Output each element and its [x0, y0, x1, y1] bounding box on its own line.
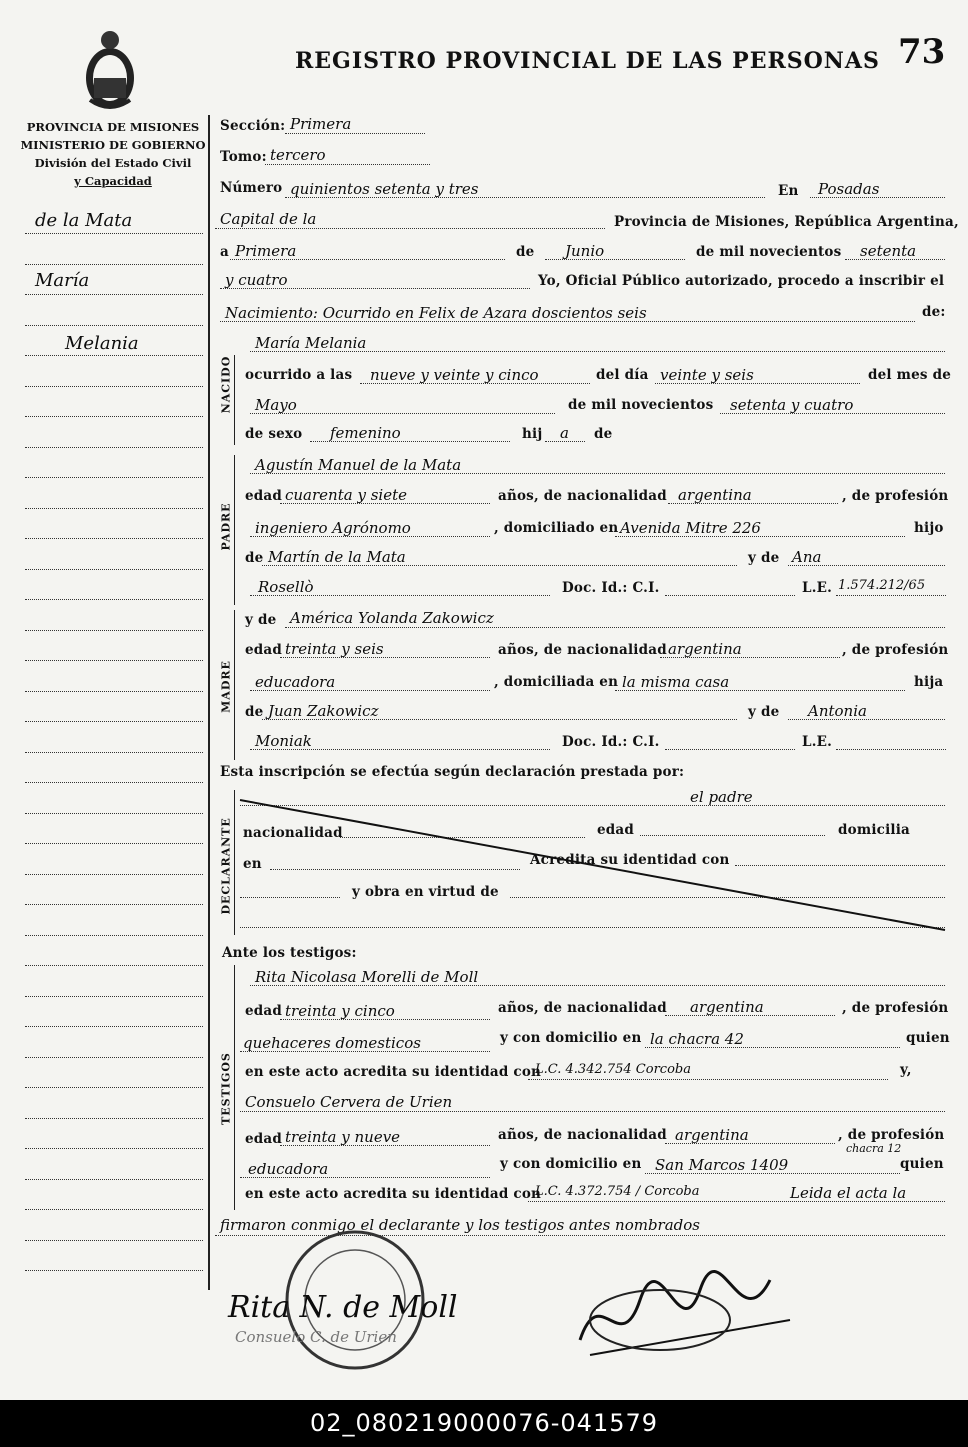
left-column-line	[25, 507, 203, 509]
declarante-obra-label: y obra en virtud de	[352, 884, 499, 900]
testigos-intro: Ante los testigos:	[222, 945, 357, 961]
testigo1-name: Rita Nicolasa Morelli de Moll	[255, 968, 479, 986]
testigo1-dom-label: y con domicilio en	[500, 1030, 642, 1046]
left-column-line	[25, 629, 203, 631]
seccion-label: Sección:	[220, 118, 286, 134]
left-column-line	[25, 385, 203, 387]
dia-line	[230, 258, 505, 260]
page-number: 73	[898, 32, 946, 72]
division-subname: y Capacidad	[74, 174, 152, 188]
padre-name: Agustín Manuel de la Mata	[255, 456, 462, 474]
sexo-line	[310, 440, 510, 442]
madre-nac-label: años, de nacionalidad	[498, 642, 667, 658]
numero-value: quinientos setenta y tres	[290, 180, 479, 198]
left-column-line	[25, 1269, 203, 1271]
left-column-line	[25, 232, 203, 234]
hora-line	[360, 382, 590, 384]
testigo1-doc-line	[528, 1078, 888, 1080]
sexo-value: femenino	[330, 424, 401, 442]
padre-edad-line	[280, 502, 490, 504]
testigo2-dom-line	[645, 1172, 900, 1174]
left-column-line	[25, 263, 203, 265]
padre-dom-value: Avenida Mitre 226	[620, 519, 761, 537]
dia-value: Primera	[235, 242, 297, 260]
first-name-entry: María	[35, 270, 90, 291]
madre-le-line	[836, 748, 946, 750]
left-column-line	[25, 415, 203, 417]
testigos-section-label: TESTIGOS	[219, 1052, 233, 1125]
left-column-line	[25, 1239, 203, 1241]
padre-edad-value: cuarenta y siete	[285, 486, 407, 504]
mes-line	[545, 258, 685, 260]
madre-edad-label: edad	[245, 642, 283, 658]
padre-rule	[234, 455, 235, 605]
left-column-line	[25, 446, 203, 448]
left-column-line	[25, 1117, 203, 1119]
left-column-line	[25, 1025, 203, 1027]
anio-line-1	[845, 258, 945, 260]
testigo2-quien-label: quien	[900, 1156, 944, 1172]
document-id-bar: 02_080219000076-041579	[0, 1400, 968, 1447]
testigo2-nac-label: años, de nacionalidad	[498, 1127, 667, 1143]
left-column-line	[25, 781, 203, 783]
tomo-label: Tomo:	[220, 149, 267, 165]
hij-value: a	[560, 424, 569, 442]
madre-dom-label: , domiciliada en	[494, 674, 619, 690]
left-column-line	[25, 354, 203, 356]
left-column-line	[25, 842, 203, 844]
surname-entry: de la Mata	[35, 210, 133, 231]
madre-dom-value: la misma casa	[622, 673, 730, 691]
padre-nac-label: años, de nacionalidad	[498, 488, 667, 504]
madre-mother-line-2	[250, 748, 550, 750]
left-column-line	[25, 537, 203, 539]
anio-line-2	[220, 287, 530, 289]
mes-value: Junio	[565, 242, 605, 260]
padre-doc-label: Doc. Id.: C.I.	[562, 580, 660, 596]
testigo1-dom-line	[645, 1046, 900, 1048]
declarante-edad-label: edad	[597, 822, 635, 838]
testigo2-dom-label: y con domicilio en	[500, 1156, 642, 1172]
hija-label: hija	[914, 674, 944, 690]
padre-mother-line-1	[788, 564, 945, 566]
provincia-label: Provincia de Misiones, República Argentina,	[614, 214, 959, 230]
testigo2-prof-label: , de profesión	[838, 1127, 945, 1143]
testigo1-acredita-label: en este acto acredita su identidad con	[245, 1064, 542, 1080]
madre-doc-line	[665, 748, 795, 750]
numero-line	[285, 196, 765, 198]
testigo1-nac-label: años, de nacionalidad	[498, 1000, 667, 1016]
madre-mother-line-1	[788, 718, 945, 720]
madre-mother-value-2: Moniak	[255, 732, 312, 750]
a-label: a	[220, 244, 229, 260]
testigo1-edad-line	[280, 1018, 490, 1020]
testigo2-doc: L.C. 4.372.754 / Corcoba	[535, 1184, 700, 1199]
padre-father-line	[262, 564, 737, 566]
division-name: División del Estado Civil	[34, 156, 192, 170]
left-column-line	[25, 1178, 203, 1180]
nacido-mes-line	[250, 412, 555, 414]
madre-name-line	[285, 626, 945, 628]
nacido-dia-value: veinte y seis	[660, 366, 754, 384]
left-column-line	[25, 1056, 203, 1058]
testigo2-edad-label: edad	[245, 1131, 283, 1147]
madre-doc-label: Doc. Id.: C.I.	[562, 734, 660, 750]
padre-prof-value: ingeniero Agrónomo	[255, 519, 411, 537]
nacido-anio-line	[720, 412, 945, 414]
testigo1-edad: treinta y cinco	[285, 1002, 395, 1020]
testigo1-prof-label: , de profesión	[842, 1000, 949, 1016]
declarante-section-label: DECLARANTE	[219, 817, 233, 915]
nacido-dia-line	[655, 382, 860, 384]
padre-prof-line	[250, 535, 490, 537]
tomo-line	[265, 163, 430, 165]
left-column-line	[25, 1208, 203, 1210]
madre-name: América Yolanda Zakowicz	[290, 609, 494, 627]
province-name: PROVINCIA DE MISIONES	[26, 120, 200, 134]
padre-dom-line	[615, 535, 905, 537]
hij-label: hij	[522, 426, 543, 442]
registrar-signature	[570, 1260, 810, 1370]
left-column-rule	[208, 115, 210, 1290]
testigo2-nac: argentina	[675, 1126, 749, 1144]
left-column-line	[25, 903, 203, 905]
madre-mother-value-1: Antonia	[808, 702, 867, 720]
padre-dom-label: , domiciliado en	[494, 520, 619, 536]
testigo2-nac-line	[665, 1142, 835, 1144]
leida-text: Leida el acta la	[790, 1184, 907, 1202]
left-column-line	[25, 964, 203, 966]
testigo2-prof-line	[240, 1176, 490, 1178]
madre-y-de2-label: y de	[748, 704, 780, 720]
hora-value: nueve y veinte y cinco	[370, 366, 539, 384]
testigo1-doc: L.C. 4.342.754 Corcoba	[535, 1062, 691, 1077]
left-column-line	[25, 812, 203, 814]
hijo-label: hijo	[914, 520, 944, 536]
declarante-en-label: en	[243, 856, 262, 872]
declarante-strikeout	[235, 795, 950, 935]
nacido-mil-label: de mil novecientos	[568, 397, 714, 413]
closing-text: firmaron conmigo el declarante y los testigos antes nombrados	[220, 1216, 700, 1234]
padre-mother-line-2	[250, 594, 550, 596]
madre-dom-line	[615, 689, 905, 691]
padre-edad-label: edad	[245, 488, 283, 504]
acta-value: Nacimiento: Ocurrido en Felix de Azara doscientos seis	[225, 304, 647, 322]
numero-label: Número	[220, 180, 283, 196]
testigo1-y-label: y,	[900, 1062, 912, 1078]
left-column-line	[25, 568, 203, 570]
madre-prof-line	[250, 689, 490, 691]
madre-y-de-label: y de	[245, 612, 277, 628]
padre-le-line	[836, 594, 946, 596]
nacido-section-label: NACIDO	[219, 355, 233, 414]
witness2-signature: Consuelo C. de Urien	[235, 1328, 397, 1346]
madre-de-label: de	[245, 704, 264, 720]
testigo1-prof-line	[240, 1050, 490, 1052]
madre-father-value: Juan Zakowicz	[268, 702, 379, 720]
madre-edad-value: treinta y seis	[285, 640, 384, 658]
de-colon-label: de:	[922, 304, 946, 320]
acta-line	[220, 320, 915, 322]
padre-de-label: de	[245, 550, 264, 566]
declarante-domicilia-label: domicilia	[838, 822, 911, 838]
testigo2-dom: San Marcos 1409	[655, 1156, 789, 1174]
testigo2-dom-extra: chacra 12	[846, 1142, 902, 1155]
left-column-line	[25, 598, 203, 600]
madre-prof-label: , de profesión	[842, 642, 949, 658]
oficial-label: Yo, Oficial Público autorizado, procedo a inscribir el	[538, 273, 945, 289]
testigo2-name: Consuelo Cervera de Urien	[245, 1093, 453, 1111]
en-value: Posadas	[818, 180, 880, 198]
middle-name-entry: Melania	[65, 333, 139, 354]
madre-nac-line	[660, 656, 840, 658]
padre-prof-label: , de profesión	[842, 488, 949, 504]
left-column-line	[25, 659, 203, 661]
nacido-anio-value: setenta y cuatro	[730, 396, 854, 414]
padre-mother-value-2: Rosellò	[258, 578, 314, 596]
padre-le-label: L.E.	[802, 580, 832, 596]
padre-nac-line	[668, 502, 838, 504]
testigo2-prof: educadora	[248, 1160, 329, 1178]
testigo1-nac-line	[665, 1014, 835, 1016]
seccion-value: Primera	[290, 115, 352, 133]
left-column-line	[25, 720, 203, 722]
padre-mother-value-1: Ana	[792, 548, 822, 566]
left-column-line	[25, 476, 203, 478]
madre-nac-value: argentina	[668, 640, 742, 658]
declarante-value: el padre	[690, 788, 753, 806]
testigos-rule	[234, 965, 235, 1210]
left-column-line	[25, 1086, 203, 1088]
testigo1-quien-label: quien	[906, 1030, 950, 1046]
nacido-de-label: de	[594, 426, 613, 442]
ministry-name: MINISTERIO DE GOBIERNO	[20, 138, 206, 152]
madre-le-label: L.E.	[802, 734, 832, 750]
madre-section-label: MADRE	[219, 660, 233, 713]
madre-father-line	[262, 718, 737, 720]
padre-section-label: PADRE	[219, 502, 233, 551]
testigo1-prof: quehaceres domesticos	[243, 1034, 421, 1052]
testigo2-doc-line	[528, 1200, 945, 1202]
hij-line	[545, 440, 585, 442]
testigo1-nac: argentina	[690, 998, 764, 1016]
anio-value-1: setenta	[860, 242, 917, 260]
declarante-intro: Esta inscripción se efectúa según declaración prestada por:	[220, 764, 685, 780]
seccion-line	[285, 132, 425, 134]
testigo2-edad-line	[280, 1144, 490, 1146]
left-column-line	[25, 690, 203, 692]
capital-value: Capital de la	[220, 210, 317, 228]
madre-rule	[234, 610, 235, 760]
issuing-office	[18, 118, 208, 190]
testigo2-acredita-label: en este acto acredita su identidad con	[245, 1186, 542, 1202]
madre-edad-line	[280, 656, 490, 658]
padre-nac-value: argentina	[678, 486, 752, 504]
capital-line	[215, 227, 605, 229]
page-title: REGISTRO PROVINCIAL DE LAS PERSONAS	[295, 48, 880, 74]
en-label: En	[778, 183, 799, 199]
nacido-mes-value: Mayo	[255, 396, 297, 414]
left-column-line	[25, 873, 203, 875]
padre-doc-line	[665, 594, 795, 596]
left-column-line	[25, 751, 203, 753]
declarante-nac-label: nacionalidad	[243, 825, 343, 841]
padre-le-value: 1.574.212/65	[838, 578, 926, 593]
mil-label: de mil novecientos	[696, 244, 842, 260]
nacido-name-line	[250, 350, 945, 352]
testigo1-edad-label: edad	[245, 1003, 283, 1019]
left-column-line	[25, 1147, 203, 1149]
nacido-rule	[234, 355, 235, 445]
testigo1-dom: la chacra 42	[650, 1030, 744, 1048]
coat-of-arms-seal	[80, 30, 140, 115]
anio-value-2: y cuatro	[225, 271, 288, 289]
declarante-acredita-label: Acredita su identidad con	[530, 852, 730, 868]
padre-name-line	[250, 472, 945, 474]
left-column-line	[25, 324, 203, 326]
padre-y-de-label: y de	[748, 550, 780, 566]
testigo2-name-line	[240, 1110, 945, 1112]
left-column-line	[25, 995, 203, 997]
padre-father-value: Martín de la Mata	[268, 548, 406, 566]
testigo1-name-line	[250, 984, 945, 986]
left-column-line	[25, 293, 203, 295]
tomo-value: tercero	[270, 146, 326, 164]
witness1-signature: Rita N. de Moll	[228, 1290, 458, 1325]
ocurrido-label: ocurrido a las	[245, 367, 353, 383]
nacido-name: María Melania	[255, 334, 367, 352]
de-label: de	[516, 244, 535, 260]
del-mes-label: del mes de	[868, 367, 952, 383]
sexo-label: de sexo	[245, 426, 303, 442]
en-line	[810, 196, 945, 198]
testigo2-edad: treinta y nueve	[285, 1128, 401, 1146]
left-column-line	[25, 934, 203, 936]
madre-prof-value: educadora	[255, 673, 336, 691]
del-dia-label: del día	[596, 367, 649, 383]
